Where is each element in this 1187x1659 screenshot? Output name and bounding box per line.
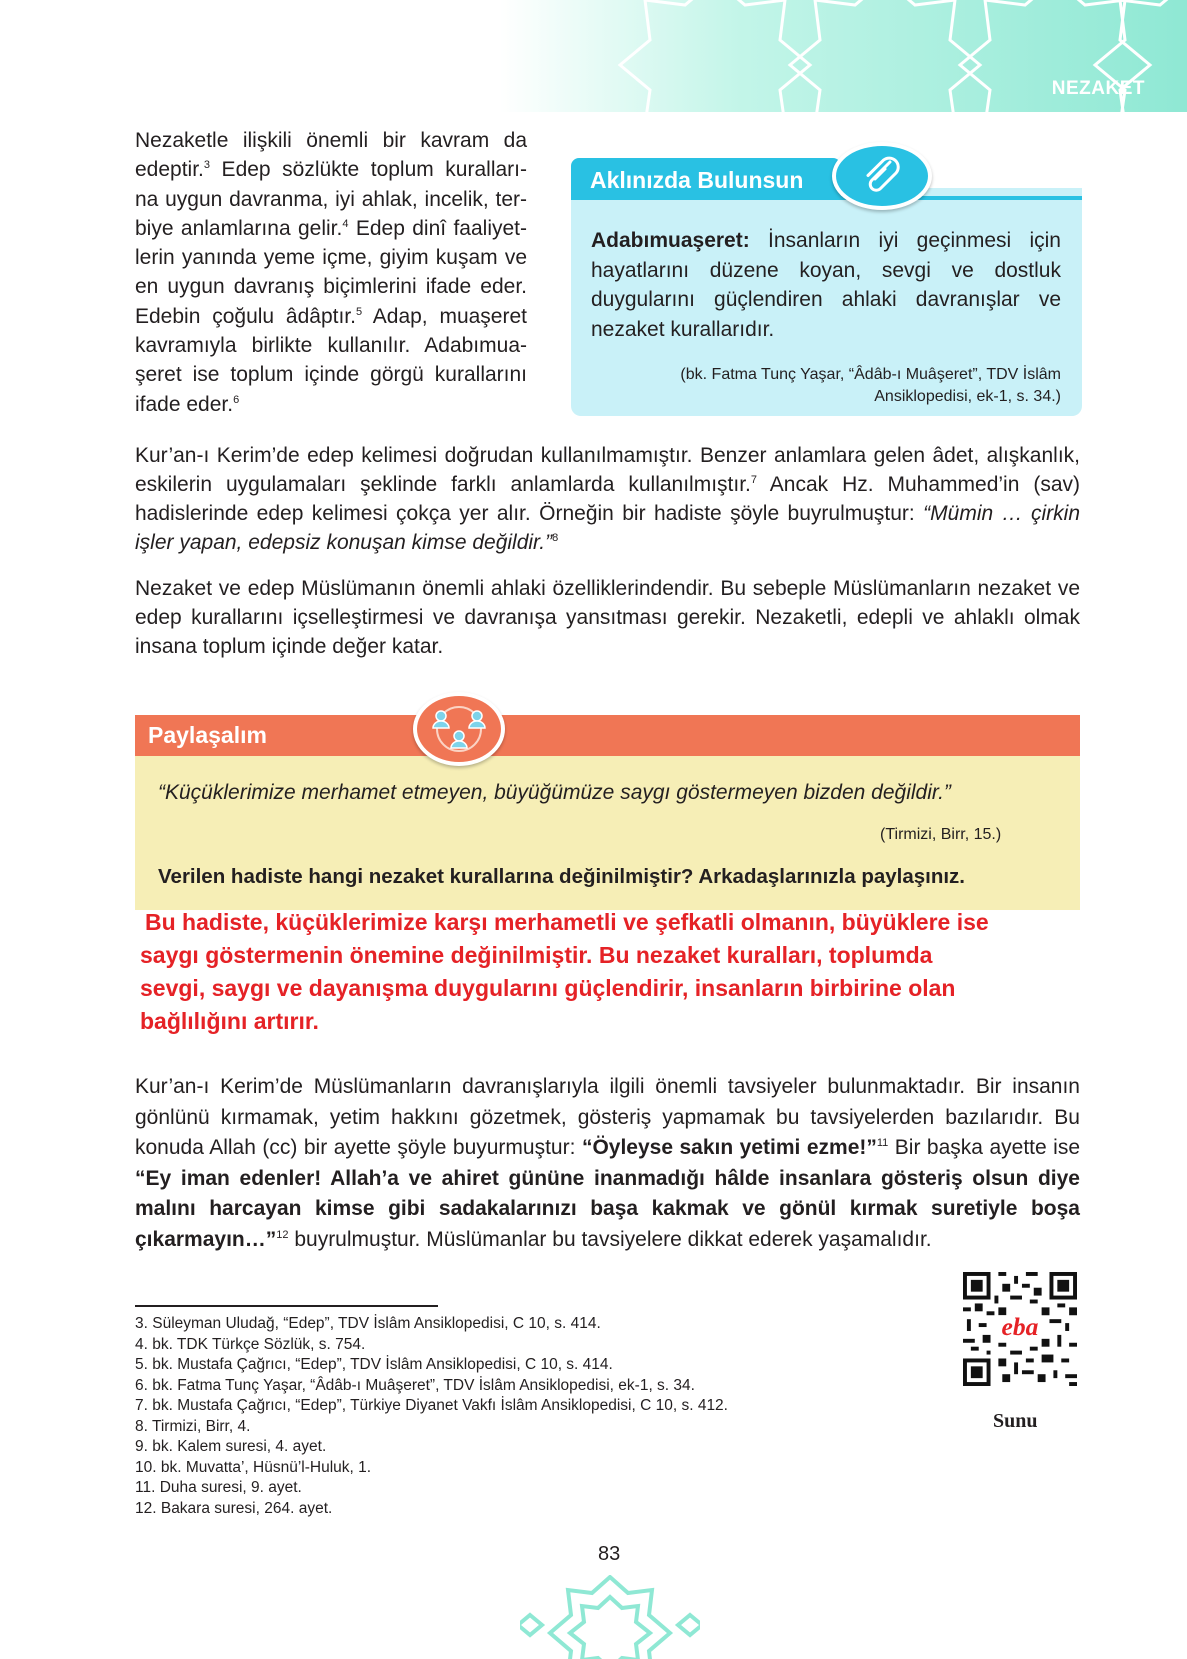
definition-term: Adabımuaşeret: — [591, 229, 750, 252]
intro-paragraph — [135, 126, 527, 419]
page-number: 83 — [598, 1543, 621, 1565]
qr-code-icon[interactable] — [963, 1272, 1077, 1386]
bottom-star-decoration — [520, 1575, 700, 1659]
footnote: 12. Bakara suresi, 264. ayet. — [135, 1499, 333, 1517]
remember-box-title: Aklınızda Bulunsun — [590, 167, 804, 193]
qr-label: Sunu — [993, 1410, 1038, 1432]
intro-line: Edebin çoğulu âdâptır.$^5$ Adap, muaşeret — [135, 304, 527, 328]
answer-line: saygı göstermenin önemine değinilmiştir. Bu nezaket kuralları, toplumda — [140, 942, 933, 968]
footnote: 10. bk. Muvatta’, Hüsnü’l-Huluk, 1. — [135, 1458, 372, 1476]
intro-line: ifade eder.$^6$ — [135, 392, 240, 416]
footnote: 8. Tirmizi, Birr, 4. — [135, 1417, 251, 1435]
source-line: Ansiklopedisi, ek-1, s. 34.) — [874, 388, 1061, 405]
definition-text: İnsanların iyi geçinmesi için hayatlarını düzene koyan, sevgi ve dostluk duygularını güçlendiren ahlaki davranışlar ve nezaket kurallarıdır. — [591, 229, 1061, 341]
remember-box-definition — [591, 226, 1061, 344]
eba-logo-text: eba — [1001, 1311, 1039, 1341]
share-box-title: Paylaşalım — [148, 722, 267, 748]
answer-line: sevgi, saygı ve dayanışma duygularını güçlendirir, insanların birbirine olan — [140, 975, 956, 1001]
people-sharing-icon — [413, 692, 505, 766]
share-question: Verilen hadiste hangi nezaket kurallarına değinilmiştir? Arkadaşlarınızla paylaşınız. — [158, 865, 965, 888]
footnote: 7. bk. Mustafa Çağrıcı, “Edep”, Türkiye Diyanet Vakfı İslâm Ansiklopedisi, C 10, s. 412. — [135, 1397, 728, 1414]
intro-line: edeptir.$^3$ Edep sözlükte toplum kuralları- — [135, 158, 527, 182]
intro-line: na uygun davranma, iyi ahlak, incelik, ter- — [135, 187, 527, 211]
footnote: 11. Duha suresi, 9. ayet. — [135, 1479, 302, 1496]
footnote: 4. bk. TDK Türkçe Sözlük, s. 754. — [135, 1335, 366, 1353]
share-box-rule — [135, 753, 1080, 756]
intro-line: şeret ise toplum içinde görgü kurallarını — [135, 363, 527, 387]
source-line: (bk. Fatma Tunç Yaşar, “Âdâb-ı Muâşeret”, TDV İslâm — [680, 366, 1061, 383]
answer-line: Bu hadiste, küçüklerimize karşı merhametli ve şefkatli olmanın, büyüklere ise — [145, 909, 989, 935]
hadith-quote: “Küçüklerimize merhamet etmeyen, büyüğümüze saygı göstermeyen bizden değildir.” — [158, 781, 951, 804]
paragraph-edep-quran: Kur’an-ı Kerim’de edep kelimesi doğrudan kullanılmamıştır. Benzer anlamlara gelen âdet, alışkanlık, eskilerin uygulamaları şeklinde farklı anlamlarda kullanılmıştır.$^7$ Ancak Hz. Muhammed’in (sav) hadislerinde edep kelimesi çokça yer alır. Örneğin bir hadiste şöyle buyrulmuştur: “Mümin … çirkin işler yapan, edepsiz konuşan kimse değildir.”$^8$ — [135, 444, 1080, 554]
remember-box-rule — [571, 196, 1082, 200]
section-title: NEZAKET — [1051, 78, 1145, 99]
footnote-rule — [135, 1305, 438, 1307]
footnote: 6. bk. Fatma Tunç Yaşar, “Âdâb-ı Muâşeret”, TDV İslâm Ansiklopedisi, ek-1, s. 34. — [135, 1376, 695, 1394]
paragraph-nezaket-edep: Nezaket ve edep Müslümanın önemli ahlaki özelliklerindendir. Bu sebeple Müslümanların nezaket ve edep kurallarını içselleştirmesi ve davranışa yansıtması gerekir. Nezaketli, edepli ve ahlaklı olmak insana toplum içinde değer katar. — [135, 577, 1080, 658]
paperclip-icon — [832, 142, 932, 210]
footnote: 9. bk. Kalem suresi, 4. ayet. — [135, 1438, 327, 1455]
intro-line: lerin yanında yeme içme, giyim kuşam ve — [135, 246, 527, 270]
intro-line: en uygun davranış biçimlerini ifade eder. — [135, 275, 527, 299]
intro-line: Nezaketle ilişkili önemli bir kavram da — [135, 129, 527, 152]
answer-text — [140, 906, 1080, 1038]
paragraph-quran-advice: Kur’an-ı Kerim’de Müslümanların davranışlarıyla ilgili önemli tavsiyeler bulunmaktadır. Bir insanın gönlünü kırmamak, yetim hakkını gözetmek, gösteriş yapmamak bu tavsiyelerden bazılarıdır. Bu konuda Allah (cc) bir ayette şöyle buyurmuştur: “Öyleyse sakın yetimi ezme!”$^{11}$ Bir başka ayette ise “Ey iman edenler! Allah’a ve ahiret gününe inanmadığı hâlde insanlara gösteriş olsun diye malını harcayan kimse gibi sadakalarınızı başa kakmak ve gönül kırmak suretiyle boşa çıkarmayın…”$^{12}$ buyrulmuştur. Müslümanlar bu tavsiyelere dikkat ederek yaşamalıdır. — [135, 1075, 1080, 1251]
share-box-header — [135, 715, 1080, 755]
hadith-source: (Tirmizi, Birr, 15.) — [880, 826, 1002, 843]
answer-line: bağlılığını artırır. — [140, 1008, 319, 1034]
intro-line: biye anlamlarına gelir.$^4$ Edep dinî faaliyet- — [135, 216, 527, 240]
remember-box-source — [591, 364, 1061, 408]
footnote: 3. Süleyman Uludağ, “Edep”, TDV İslâm Ansiklopedisi, C 10, s. 414. — [135, 1315, 601, 1332]
footnote: 5. bk. Mustafa Çağrıcı, “Edep”, TDV İslâm Ansiklopedisi, C 10, s. 414. — [135, 1356, 613, 1373]
intro-line: kavramıyla birlikte kullanılır. Adabımua- — [135, 334, 527, 358]
